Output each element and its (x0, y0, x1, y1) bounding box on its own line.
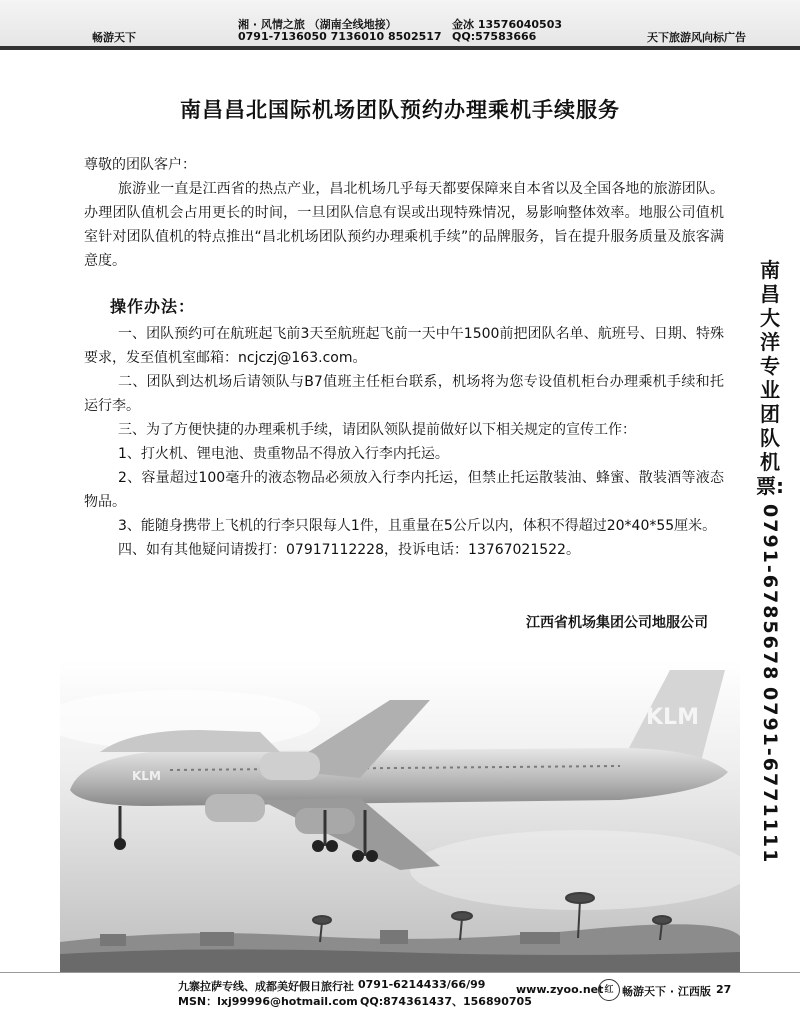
page-header (0, 0, 800, 50)
footer-qq: QQ:874361437、156890705 (360, 995, 532, 1008)
header-ad-line1-left: 湘 · 风情之旅 （湖南全线地接） (238, 18, 397, 31)
step-item: 四、如有其他疑问请拨打：07917112228，投诉电话：13767021522。 (118, 542, 580, 558)
footer-phone: 0791-6214433/66/99 (358, 978, 486, 991)
article-title: 南昌昌北国际机场团队预约办理乘机手续服务 (180, 98, 620, 122)
intro-paragraph: 旅游业一直是江西省的热点产业，昌北机场几乎每天都要保障来自本省以及全国各地的旅游团队。办理团队值机会占用更长的时间，一旦团队信息有误或出现特殊情况，易影响整体效率。地服公司值机室针对团队值机的特点推出“昌北机场团队预约办理乘机手续”的品牌服务，旨在提升服务质量及旅客满意度。 (84, 181, 724, 269)
banner-phone-1: 0791-6785678 (759, 504, 781, 682)
publication-logo-icon: 红 (598, 979, 620, 1001)
greeting: 尊敬的团队客户： (84, 157, 196, 173)
footer-ad-line2: MSN：lxj99996@hotmail.com (178, 995, 358, 1008)
banner-text: 南昌大洋专业团队机票: (756, 258, 784, 498)
step-item: 一、团队预约可在航班起飞前3天至航班起飞前一天中午1500前把团队名单、航班号、日期、特殊要求，发至值机室邮箱：ncjczj@163.com。 (84, 326, 724, 366)
footer-ad-line1: 九寨拉萨专线、成都美好假日旅行社 (178, 980, 354, 993)
header-section-name: 天下旅游风向标广告 (647, 31, 746, 44)
header-ad-line2-left: 0791-7136050 7136010 8502517 (238, 30, 442, 43)
page-number: 27 (716, 983, 732, 996)
step-item: 1、打火机、锂电池、贵重物品不得放入行李内托运。 (118, 446, 449, 462)
step-item: 2、容量超过100毫升的液态物品必须放入行李内托运，但禁止托运散装油、蜂蜜、散装酒等液态物品。 (84, 470, 724, 510)
page-footer (0, 972, 800, 1024)
svg-text:KLM: KLM (646, 705, 699, 730)
header-ad-line1-right: 金冰 13576040503 (452, 18, 563, 31)
step-item: 二、团队到达机场后请领队与B7值班主任柜台联系，机场将为您专设值机柜台办理乘机手续和托运行李。 (84, 374, 724, 414)
header-ad-line2-right: QQ:57583666 (452, 30, 537, 43)
svg-text:KLM: KLM (132, 769, 161, 783)
signature: 江西省机场集团公司地服公司 (526, 615, 708, 631)
step-item: 三、为了方便快捷的办理乘机手续，请团队领队提前做好以下相关规定的宣传工作： (118, 422, 636, 438)
section-heading: 操作办法： (110, 297, 196, 316)
step-item: 3、能随身携带上飞机的行李只限每人1件，且重量在5公斤以内，体积不得超过20*40*55厘米。 (118, 518, 717, 534)
steps-list (84, 322, 724, 562)
footer-website: www.zyoo.net (516, 983, 604, 996)
vertical-ad-banner (752, 258, 788, 865)
header-brand: 畅游天下 (92, 31, 136, 44)
footer-brand: 畅游天下 · 江西版 (622, 985, 711, 998)
airplane-photo (60, 660, 740, 972)
banner-phone-2: 0791-6771111 (759, 687, 781, 865)
